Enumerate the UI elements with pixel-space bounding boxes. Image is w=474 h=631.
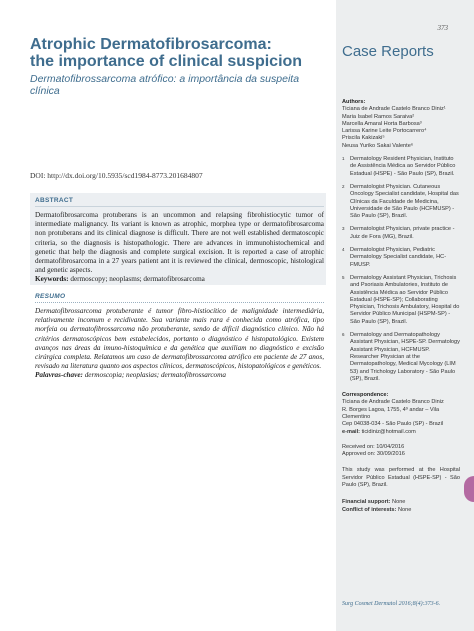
- affiliation-item: [342, 184, 460, 220]
- sidebar-content: [342, 99, 460, 514]
- dates-block: [342, 444, 460, 459]
- financial-label: Financial support:: [342, 499, 391, 506]
- conflict-label: Conflict of interests:: [342, 506, 397, 513]
- affiliation-number: 1: [342, 156, 345, 162]
- affiliation-text: Dermatologist Physician, private practice - Juiz de Fora (MG), Brazil.: [350, 226, 455, 240]
- article-subtitle: Dermatofibrossarcoma atrófico: a importância da suspeita clínica: [30, 73, 300, 97]
- side-tab-marker: [464, 476, 474, 502]
- affiliation-text: Dermatology Resident Physician, Instituto de Assistência Médica ao Servidor Público Estadual (HSPE) - São Paulo (SP), Brazil.: [350, 156, 456, 177]
- doi-link[interactable]: DOI: http://dx.doi.org/10.5935/scd1984-8773.201684807: [30, 171, 203, 180]
- abstract-box: [30, 193, 326, 285]
- abstract-heading: ABSTRACT: [35, 197, 324, 207]
- email-label: e-mail:: [342, 428, 361, 435]
- author-item: Larissa Karine Leite Portocarrero⁴: [342, 128, 427, 135]
- disclosures: [342, 499, 460, 514]
- article-header: [30, 36, 330, 97]
- affiliation-text: Dermatologist Physician, Pediatric Dermatology Specialist candidate, HC-FMUSP.: [350, 247, 447, 268]
- affiliation-item: [342, 275, 460, 326]
- affiliation-text: Dermatologist Physician. Cutaneous Oncology Specialist candidate, Hospital das Clínicas da Faculdade de Medicina, Universidade de São Paulo (HCFMUSP) - São Paulo (SP), Brazil.: [350, 183, 459, 220]
- authors-label: Authors:: [342, 99, 366, 105]
- affiliation-number: 6: [342, 332, 345, 338]
- article-title: [30, 36, 330, 70]
- affiliation-item: [342, 226, 460, 241]
- affiliation-number: 4: [342, 247, 345, 253]
- affiliation-item: [342, 247, 460, 269]
- author-item: Maria Isabel Ramos Saraiva²: [342, 113, 415, 120]
- conflict-value: None: [396, 506, 412, 513]
- resumo-box: [30, 289, 326, 407]
- resumo-text: Dermatofibrossarcoma protuberante é tumor fibro-histiocítico de malignidade intermediária, relativamente incomum e recidivante. Sua variante mais rara é conhecida como atrófica, tipo morfeia ou dermatofibrossarcoma não protuberante, sendo de difícil diagnóstico clínico. Não há critérios dermatoscópicos bem estabelecidos, portanto o diagnóstico é histopatológico. Existem avanços nas áreas da imuno-histoquímica e da genética que auxiliam no diagnóstico e excisão cirúrgica completa. Relatamos um caso de dermatofibrossarcoma atrófico em paciente de 27 anos, revisado na literatura quanto aos aspectos clínicos, dermatoscópicos, histopatológicos e genéticos.: [35, 307, 324, 371]
- correspondence-label: Correspondence:: [342, 392, 389, 399]
- conflict-of-interests: [342, 507, 460, 514]
- palavras-value: dermoscopia; neoplasias; dermatofibrossarcoma: [82, 371, 226, 380]
- financial-value: None: [390, 499, 406, 506]
- correspondence-block: [342, 392, 460, 436]
- section-label: Case Reports: [342, 43, 434, 60]
- affiliation-text: Dermatology Assistant Physician, Trichosis and Psoriasis Ambulatories, Instituto de Assistência Médica ao Servidor Público Estadual (HSPE-SP); Collaborating Physician, Trichosis Ambulatory, Hospital do Servidor Público Municipal (HSPM-SP) - São Paulo (SP), Brazil.: [350, 274, 460, 325]
- keywords-value: dermoscopy; neoplasms; dermatofibrosarcoma: [68, 275, 205, 284]
- abstract-keywords: [35, 275, 324, 284]
- affiliation-number: 5: [342, 274, 345, 280]
- title-line-2: the importance of clinical suspicion: [30, 53, 303, 70]
- approved-date: Approved on: 30/09/2016: [342, 451, 405, 458]
- affiliation-number: 2: [342, 183, 345, 189]
- received-date: Received on: 10/04/2016: [342, 443, 405, 450]
- email-line: [342, 429, 460, 436]
- correspondence-line: Cep 04038-034 - São Paulo (SP) - Brazil: [342, 421, 444, 428]
- affiliation-item: [342, 156, 460, 178]
- palavras-label: Palavras-chave:: [35, 371, 83, 380]
- financial-support: [342, 499, 460, 506]
- author-item: Neusa Yuriko Sakai Valente⁶: [342, 142, 414, 149]
- author-item: Ticiana de Andrade Castelo Branco Diniz¹: [342, 106, 446, 113]
- email-address[interactable]: ticidiniz@hotmail.com: [360, 428, 416, 435]
- keywords-label: Keywords:: [35, 275, 69, 284]
- footer-citation: Surg Cosmet Dermatol 2016;8(4):373-6.: [342, 601, 441, 607]
- author-item: Priscila Kakizaki⁵: [342, 135, 385, 142]
- resumo-heading: RESUMO: [35, 293, 324, 303]
- correspondence-line: R. Borges Lagoa, 1755, 4º andar – Vila Clementino: [342, 406, 440, 420]
- author-list: [342, 106, 460, 150]
- affiliation-text: Dermatology and Dermatopathology Assistant Physician, HSPE-SP. Dermatology Assistant Physician, HCFMUSP. Researcher Physician at the Dermatopathology, Medical Mycology (LIM 53) and Trichology Laboratory - São Paulo (SP), Brazil.: [350, 332, 460, 382]
- affiliation-number: 3: [342, 226, 345, 232]
- affiliation-item: [342, 332, 460, 383]
- correspondence-line: Ticiana de Andrade Castelo Branco Diniz: [342, 399, 444, 406]
- title-line-1: Atrophic Dermatofibrosarcoma:: [30, 36, 272, 53]
- page-number: 373: [437, 24, 448, 32]
- study-note: This study was performed at the Hospital Servidor Público Estadual (HSPE-SP) - São Paulo (SP), Brazil.: [342, 467, 460, 489]
- author-item: Marcella Amaral Horta Barbosa³: [342, 120, 422, 127]
- abstract-text: Dermatofibrosarcoma protuberans is an uncommon and relapsing fibrohistiocytic tumor of intermediate malignancy. Its variant is known as atrophic, morphea type or dermatofibrosarcoma non protuberans and its clinical diagnose is difficult. There are not well established dermatoscopic criteria, so the diagnosis is histopathologic. There are advances in immunohistochemical and genetic that help the diagnosis and complete surgical excision. It is reported a case of atrophic dermatofibrosarcoma in a 27 years patient ant it is reviewed the clinical, dermoscopic, histological and genetic aspects.: [35, 211, 324, 275]
- resumo-keywords: [35, 371, 324, 380]
